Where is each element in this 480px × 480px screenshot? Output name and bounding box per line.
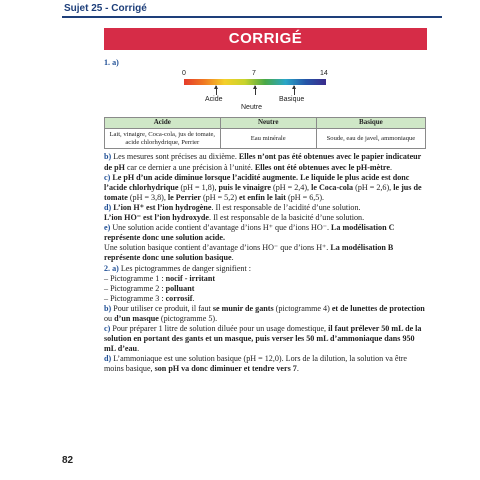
pictogram-2-value: polluant — [165, 283, 195, 293]
table-cell-neutre: Eau minérale — [220, 128, 316, 149]
pictogram-1-value: nocif - irritant — [165, 273, 216, 283]
answer-2c-label: c) — [104, 324, 111, 334]
answer-2c — [104, 324, 426, 354]
answer-2a-end: . — [192, 293, 195, 303]
answer-2c-bold-1: il faut prélever 50 mL de la solution en portant des gants et un masque, puis verser les 50 mL d’ammoniaque dans 950 mL d’eau — [104, 324, 422, 354]
ph-tick-14: 14 — [320, 70, 328, 78]
answer-1d — [104, 203, 426, 223]
answer-2d-bold-1: son pH va donc diminuer et tendre vers 7 — [154, 364, 297, 374]
answer-2d-text-1: L’ammoniaque est une solution basique (pH = 12,0). Lors de la dilution, la solution va être moins basique, — [104, 354, 408, 374]
answer-2a — [104, 264, 426, 304]
answer-1c-bold-4: le jus de tomate — [104, 182, 422, 202]
answer-2d-text-2: . — [296, 364, 299, 374]
answer-2c-text-1: Pour préparer 1 litre de solution diluée pour un usage domestique, — [110, 324, 329, 334]
ph-scale — [104, 69, 426, 113]
answer-2b-text-3: ou — [104, 313, 115, 323]
pictogram-3-value: corrosif — [165, 293, 193, 303]
answer-1e — [104, 223, 426, 263]
neutre-arrow — [255, 86, 256, 95]
answer-1e-bold-2: La modélisation B représente donc une solution basique — [104, 243, 394, 263]
answer-1c-bold-2: puis le vinaigre — [218, 182, 271, 192]
answer-1b-text-2: car ce dernier a une précision à l’unité. — [124, 162, 255, 172]
answer-2b-label: b) — [104, 303, 112, 313]
answer-1c-text-6: (pH = 5,2) — [200, 192, 240, 202]
answer-1e-text-1: Une solution acide contient d’avantage d’ions H⁺ que d’ions HO⁻. — [110, 223, 332, 233]
answer-1c-label: c) — [104, 172, 111, 182]
answer-2b-text-1: Pour utiliser ce produit, il faut — [111, 303, 213, 313]
answer-1b — [104, 152, 426, 172]
answer-1d-text-2: . Il est responsable de l’acidité d’une solution. — [211, 202, 361, 212]
table-cell-acide: Lait, vinaigre, Coca-cola, jus de tomate, acide chlorhydrique, Perrier — [105, 128, 221, 149]
answer-1c-text-7: (pH = 6,5). — [286, 192, 325, 202]
answer-2c-text-2: . — [137, 344, 140, 354]
answer-1d-bold-1: L’ion H⁺ est l’ion hydrogène — [113, 202, 212, 212]
header-rule — [62, 16, 442, 18]
answer-1c-bold-6: et enfin le lait — [239, 192, 286, 202]
answer-2d-label: d) — [104, 354, 112, 364]
answer-1d-label: d) — [104, 202, 112, 212]
answer-2b — [104, 304, 426, 324]
answer-1c-text-2: (pH = 1,8), — [178, 182, 219, 192]
pictogram-1-label: – Pictogramme 1 : — [104, 273, 166, 283]
answer-1e-label: e) — [104, 223, 111, 233]
answer-2b-bold-2: et de lunettes de protection — [331, 303, 425, 313]
answer-2b-text-4: (pictogramme 5). — [158, 313, 218, 323]
answer-1b-bold-2: Elles ont été obtenues avec le pH-mètre — [254, 162, 390, 172]
answer-2b-bold-3: d’un masque — [114, 313, 159, 323]
answer-2b-bold-1: se munir de gants — [212, 303, 274, 313]
header-title: Sujet 25 - Corrigé — [64, 3, 147, 14]
page-header — [62, 3, 442, 18]
answer-1c-bold-3: le Coca-cola — [311, 182, 354, 192]
answer-1e-text-2: Une solution basique contient d’avantage d’ions HO⁻ que d’ions H⁺. — [104, 243, 331, 253]
answer-content — [104, 58, 426, 375]
table-cell-basique: Soude, eau de javel, ammoniaque — [316, 128, 425, 149]
answer-1b-bold-1: Elles n’ont pas été obtenues avec le papier indicateur de pH — [104, 152, 422, 172]
answer-2b-text-2: (pictogramme 4) — [273, 303, 332, 313]
answer-1c-text-4: (pH = 2,6), — [353, 182, 394, 192]
answer-1d-text-3: . Il est responsable de la basicité d’une solution. — [209, 213, 365, 223]
acide-label: Acide — [205, 96, 223, 104]
answer-1b-text-3: . — [389, 162, 393, 172]
answer-1b-label: b) — [104, 152, 112, 162]
acide-arrow — [216, 86, 217, 95]
answer-2a-intro: Les pictogrammes de danger signifient : — [118, 263, 252, 273]
answer-1c-bold-5: le Perrier — [167, 192, 201, 202]
neutre-label: Neutre — [241, 104, 263, 112]
page-number: 82 — [62, 455, 74, 466]
answer-1b-text-1: Les mesures sont précises au dixième. — [111, 152, 239, 162]
basique-arrow — [294, 86, 295, 95]
answer-1e-text-3: . — [231, 253, 234, 263]
table-header-basique: Basique — [316, 118, 425, 129]
ph-table — [104, 117, 426, 149]
answer-2a-label: 2. a) — [104, 263, 119, 273]
pictogram-2-label: – Pictogramme 2 : — [104, 283, 166, 293]
pictogram-3-label: – Pictogramme 3 : — [104, 293, 166, 303]
answer-1c — [104, 173, 426, 203]
ph-tick-0: 0 — [182, 70, 186, 78]
q1a-label: 1. a) — [104, 58, 119, 67]
answer-1c-text-3: (pH = 2,4), — [270, 182, 312, 192]
corrige-banner: CORRIGÉ — [104, 28, 427, 50]
answer-1d-bold-2: L’ion HO⁻ est l’ion hydroxyde — [104, 213, 210, 223]
table-header-acide: Acide — [105, 118, 221, 129]
table-header-neutre: Neutre — [220, 118, 316, 129]
answer-1c-bold-1: Le pH d’un acide diminue lorsque l’acidité augmente. Le liquide le plus acide est donc l’acide chlorhydrique — [104, 172, 410, 192]
ph-tick-7: 7 — [252, 70, 256, 78]
basique-label: Basique — [279, 96, 305, 104]
answer-1e-bold-1: La modélisation C représente donc une solution acide. — [104, 223, 395, 243]
answer-1c-text-5: (pH = 3,8), — [127, 192, 168, 202]
answer-2d — [104, 354, 426, 374]
